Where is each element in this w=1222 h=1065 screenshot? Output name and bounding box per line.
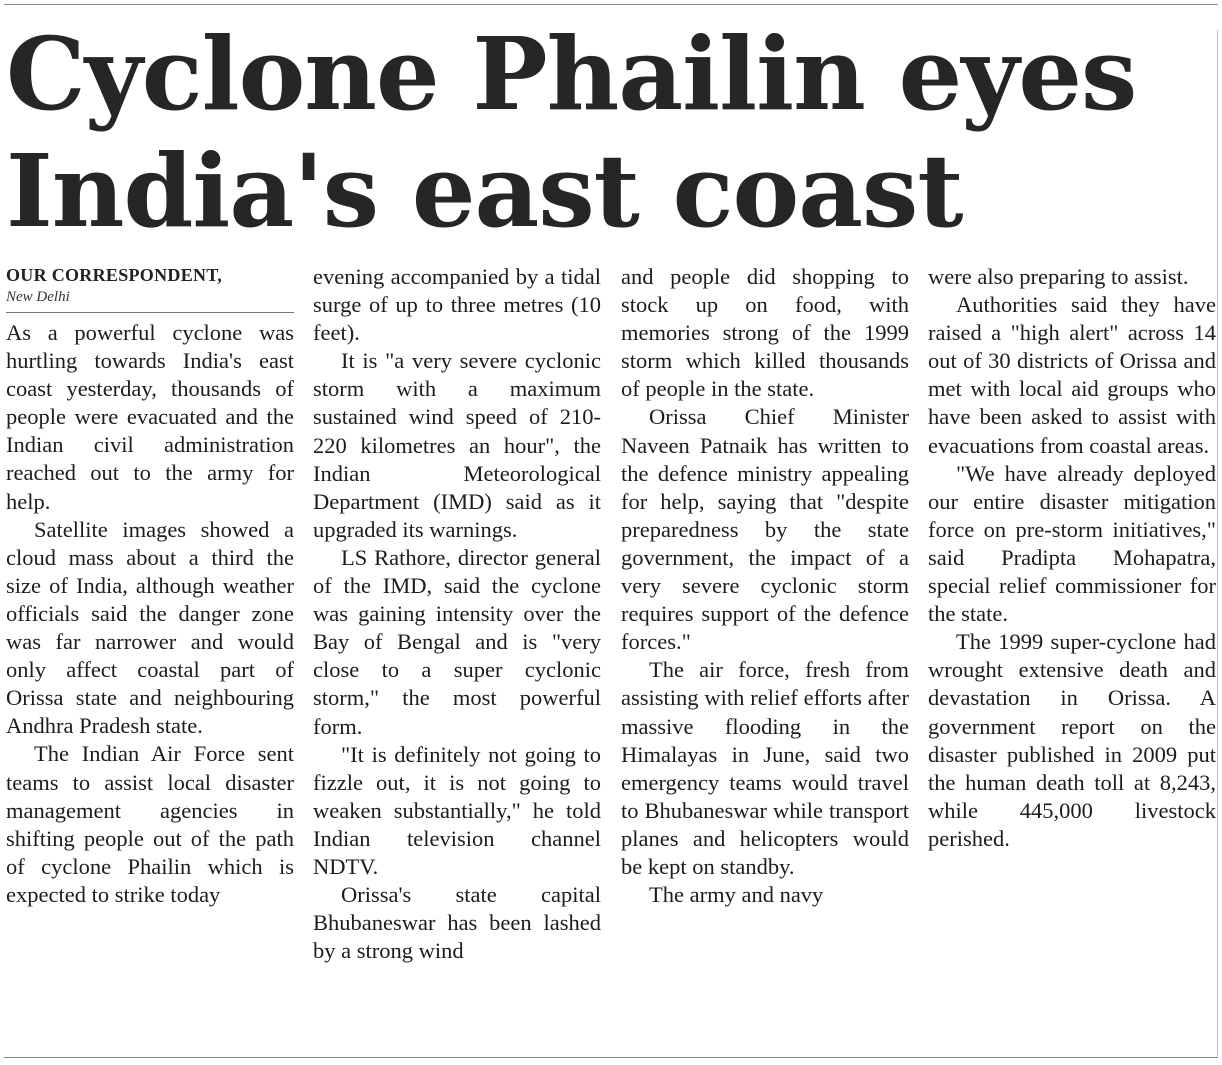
article-column-4 xyxy=(928,263,1216,1023)
paragraph-7: Orissa's state capital Bhubaneswar has been lashed by a strong wind xyxy=(313,882,601,964)
paragraph-11: Authorities said they have raised a "high alert" across 14 out of 30 districts of Orissa and met with local aid groups who have been asked to assist with evacuations from coastal areas. xyxy=(928,292,1216,458)
right-border-line xyxy=(1217,30,1218,1057)
byline: OUR CORRESPONDENT, xyxy=(6,265,223,285)
bottom-rule xyxy=(4,1057,1218,1058)
paragraph-4: It is "a very severe cyclonic storm with a maximum sustained wind speed of 210-220 kilometres an hour", the Indian Meteorological Department (IMD) said as it upgraded its warnings. xyxy=(313,348,601,542)
dateline: New Delhi xyxy=(6,289,70,305)
headline xyxy=(6,16,1216,250)
headline-line-2: India's east coast xyxy=(6,132,963,250)
article-column-2 xyxy=(313,263,601,1038)
article-column-3 xyxy=(621,263,909,1013)
paragraph-3: The Indian Air Force sent teams to assist local disaster management agencies in shifting people out of the path of cyclone Phailin which is expected to strike today xyxy=(6,741,294,907)
top-rule xyxy=(4,4,1218,5)
paragraph-6: "It is definitely not going to fizzle out, it is not going to weaken substantially," he told Indian television channel NDTV. xyxy=(313,741,601,879)
paragraph-8: Orissa Chief Minister Naveen Patnaik has written to the defence ministry appealing for help, saying that "despite preparedness by the state government, the impact of a very severe cyclonic storm requires support of the defence forces." xyxy=(621,404,909,655)
paragraph-1: As a powerful cyclone was hurtling towards India's east coast yesterday, thousands of people were evacuated and the Indian civil administration reached out to the army for help. xyxy=(6,320,294,514)
paragraph-10: The army and navy xyxy=(649,882,824,908)
paragraph-13: The 1999 super-cyclone had wrought extensive death and devastation in Orissa. A government report on the disaster published in 2009 put the human death toll at 8,243, while 445,000 livestock perished. xyxy=(928,629,1216,851)
paragraph-2: Satellite images showed a cloud mass about a third the size of India, although weather officials said the danger zone was far narrower and would only affect coastal part of Orissa state and neighbouring Andhra Pradesh state. xyxy=(6,516,294,739)
headline-line-1: Cyclone Phailin eyes xyxy=(6,15,1137,133)
paragraph-12: "We have already deployed our entire disaster mitigation force on pre-storm initiatives," said Pradipta Mohapatra, special relief commissioner for the state. xyxy=(928,460,1216,627)
byline-divider xyxy=(6,312,294,313)
article-column-1 xyxy=(6,263,294,1043)
paragraph-9: The air force, fresh from assisting with relief efforts after massive flooding in the Himalayas in June, said two emergency teams would travel to Bhubaneswar while transport planes and helicopters would be kept on standby. xyxy=(621,657,909,879)
paragraph-3-continued: evening accompanied by a tidal surge of up to three metres (10 feet). xyxy=(313,264,601,346)
paragraph-10-continued: were also preparing to assist. xyxy=(928,264,1189,289)
paragraph-7-continued: and people did shopping to stock up on food, with memories strong of the 1999 storm which killed thousands of people in the state. xyxy=(621,264,909,402)
paragraph-5: LS Rathore, director general of the IMD, said the cyclone was gaining intensity over the Bay of Bengal and is "very close to a super cyclonic storm," the most powerful form. xyxy=(313,544,601,739)
